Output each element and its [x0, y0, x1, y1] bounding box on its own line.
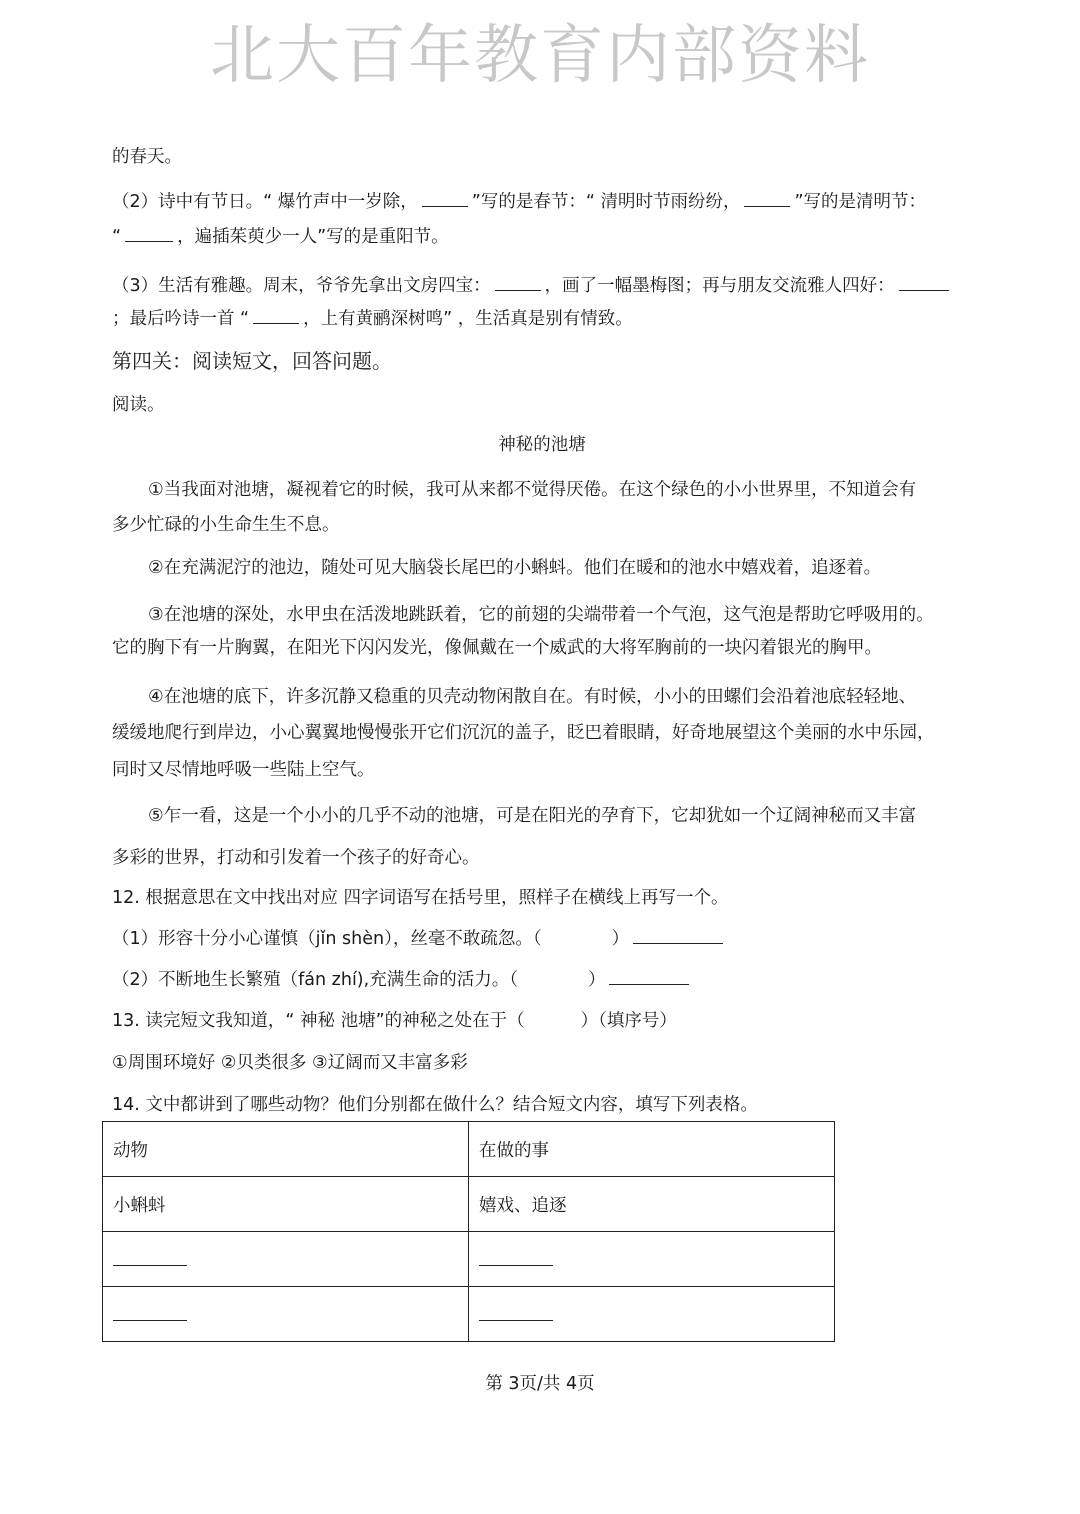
question-3-line-1: （3）生活有雅趣。周末，爷爷先拿出文房四宝： ，画了一幅墨梅图；再与朋友交流雅人四好： — [112, 272, 953, 299]
table-cell-blank[interactable] — [469, 1232, 835, 1287]
paragraph-3-line-2: 它的胸下有一片胸翼，在阳光下闪闪发光，像佩戴在一个威武的大将军胸前的一块闪着银光的胸甲。 — [112, 638, 882, 658]
answer-blank[interactable] — [633, 925, 723, 944]
table-row — [103, 1232, 835, 1287]
text-line: 阅读。 — [112, 395, 165, 415]
paragraph-5-line-1: ⑤乍一看，这是一个小小的几乎不动的池塘，可是在阳光的孕育下，它却犹如一个辽阔神秘而又丰富 — [148, 806, 917, 826]
answer-blank[interactable] — [609, 966, 689, 985]
section-heading: 第四关：阅读短文，回答问题。 — [112, 349, 392, 373]
question-14: 14. 文中都讲到了哪些动物？他们分别都在做什么？结合短文内容，填写下列表格。 — [112, 1095, 758, 1115]
text-line: 的春天。 — [112, 147, 182, 167]
answer-table — [102, 1121, 835, 1342]
answer-blank[interactable] — [422, 188, 468, 207]
table-cell-blank[interactable] — [469, 1287, 835, 1342]
answer-blank[interactable] — [495, 272, 541, 291]
question-2-line-2: “ ，遍插茱萸少一人”写的是重阳节。 — [112, 223, 449, 250]
question-12-item-2: （2）不断地生长繁殖（fán zhí),充满生命的活力。（ ） — [112, 966, 693, 993]
paragraph-5-line-2: 多彩的世界，打动和引发着一个孩子的好奇心。 — [112, 848, 480, 868]
answer-blank[interactable] — [744, 188, 790, 207]
table-row — [103, 1287, 835, 1342]
table-header-action: 在做的事 — [469, 1122, 835, 1177]
table-cell-blank[interactable] — [103, 1287, 469, 1342]
paragraph-2: ②在充满泥泞的池边，随处可见大脑袋长尾巴的小蝌蚪。他们在暖和的池水中嬉戏着，追逐着。 — [148, 558, 882, 578]
answer-blank[interactable] — [899, 272, 949, 291]
passage-title: 神秘的池塘 — [498, 435, 586, 455]
paragraph-4-line-1: ④在池塘的底下，许多沉静又稳重的贝壳动物闲散自在。有时候，小小的田螺们会沿着池底轻轻地、 — [148, 687, 917, 707]
table-row — [103, 1177, 835, 1232]
question-2-line-1: （2）诗中有节日。“ 爆竹声中一岁除， ”写的是春节：“ 清明时节雨纷纷， ”写的是清明节： — [112, 188, 926, 215]
table-cell-animal: 小蝌蚪 — [103, 1177, 469, 1232]
question-3-line-2: ；最后吟诗一首 “ ，上有黄鹂深树鸣” ，生活真是别有情致。 — [112, 305, 633, 332]
question-13: 13. 读完短文我知道，“ 神秘 池塘”的神秘之处在于（ ）（填序号） — [112, 1011, 677, 1031]
answer-blank[interactable] — [113, 1302, 187, 1321]
question-12-item-1: （1）形容十分小心谨慎（jǐn shèn），丝毫不敢疏忽。（ ） — [112, 925, 727, 952]
answer-blank[interactable] — [479, 1302, 553, 1321]
paragraph-3-line-1: ③在池塘的深处，水甲虫在活泼地跳跃着，它的前翅的尖端带着一个气泡，这气泡是帮助它呼吸用的。 — [148, 605, 934, 625]
paragraph-1-line-1: ①当我面对池塘，凝视着它的时候，我可从来都不觉得厌倦。在这个绿色的小小世界里，不知道会有 — [148, 480, 917, 500]
watermark: 北大百年教育内部资料 — [210, 19, 870, 93]
table-row — [103, 1122, 835, 1177]
question-12: 12. 根据意思在文中找出对应 四字词语写在括号里，照样子在横线上再写一个。 — [112, 888, 729, 908]
page-footer: 第 3页/共 4页 — [485, 1374, 595, 1394]
paragraph-4-line-2: 缓缓地爬行到岸边，小心翼翼地慢慢张开它们沉沉的盖子，眨巴着眼睛，好奇地展望这个美丽的水中乐园， — [112, 723, 935, 743]
table-cell-blank[interactable] — [103, 1232, 469, 1287]
table-cell-action: 嬉戏、追逐 — [469, 1177, 835, 1232]
table-header-animal: 动物 — [103, 1122, 469, 1177]
answer-blank[interactable] — [113, 1247, 187, 1266]
paragraph-1-line-2: 多少忙碌的小生命生生不息。 — [112, 515, 340, 535]
answer-blank[interactable] — [125, 223, 173, 242]
paragraph-4-line-3: 同时又尽情地呼吸一些陆上空气。 — [112, 760, 375, 780]
answer-blank[interactable] — [479, 1247, 553, 1266]
answer-blank[interactable] — [253, 305, 299, 324]
question-13-options: ①周围环境好 ②贝类很多 ③辽阔而又丰富多彩 — [112, 1053, 468, 1073]
